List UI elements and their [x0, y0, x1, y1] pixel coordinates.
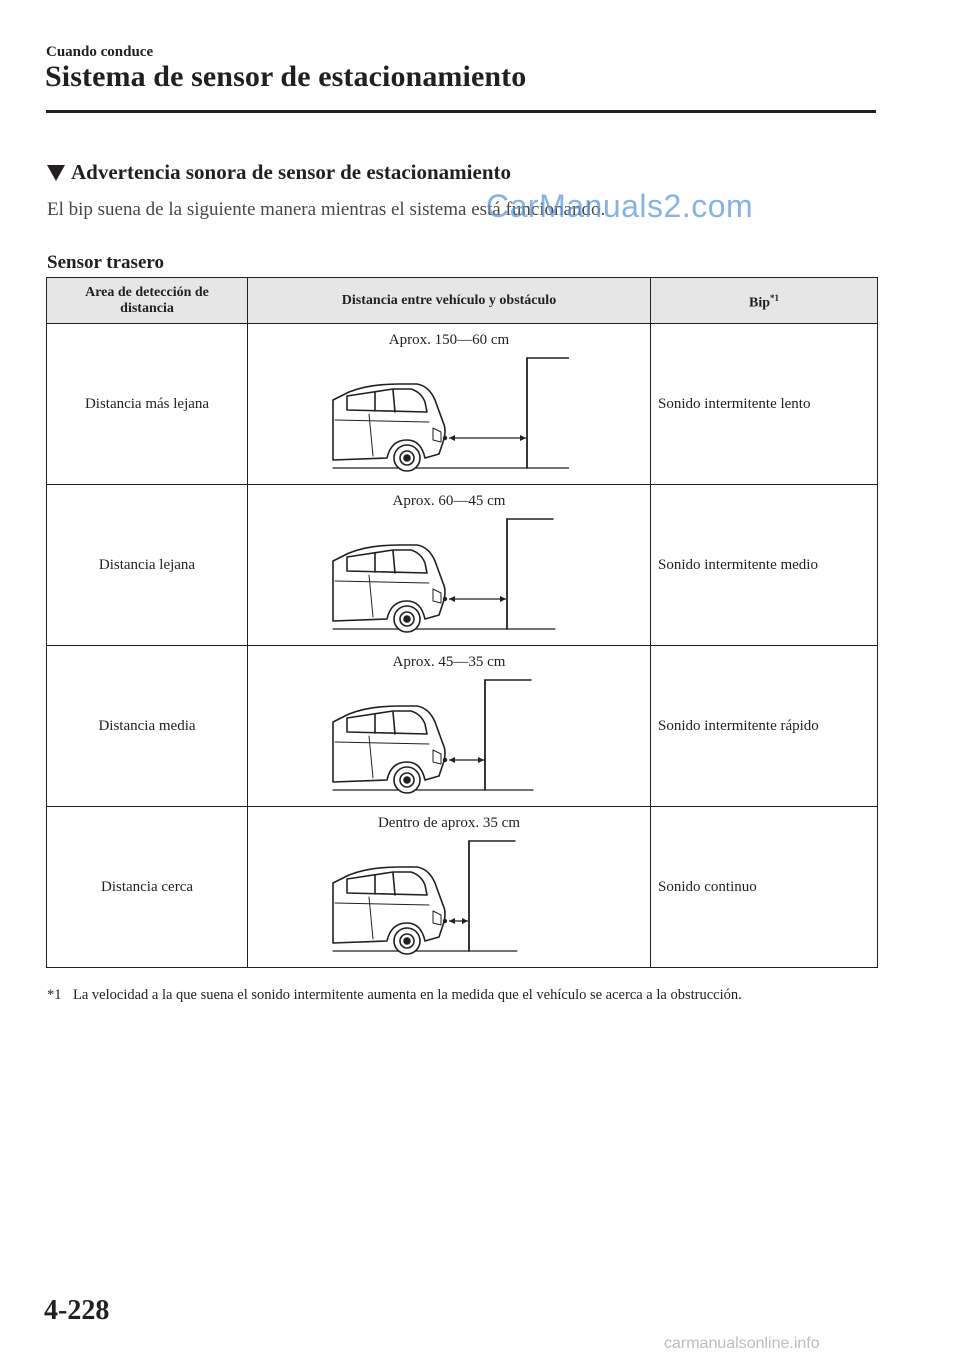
sensor-table	[46, 277, 878, 968]
section-label: Cuando conduce	[46, 44, 154, 60]
zone-cell: Distancia lejana	[47, 485, 248, 646]
footnote-text: La velocidad a la que suena el sonido intermitente aumenta en la medida que el vehículo se acerca a la obstrucción.	[73, 987, 742, 1003]
distance-cell	[248, 807, 651, 968]
distance-caption: Aprox. 45—35 cm	[392, 654, 506, 670]
car-obstacle-diagram	[329, 356, 569, 476]
footnote	[47, 986, 847, 1005]
table-row	[47, 807, 878, 968]
subheading-text: Advertencia sonora de sensor de estacionamiento	[71, 160, 511, 184]
header-zone-line1: Area de detección de	[85, 284, 209, 300]
header-beep-label: Bip	[748, 295, 770, 311]
zone-cell: Distancia más lejana	[47, 324, 248, 485]
subheading	[47, 160, 511, 185]
table-row	[47, 485, 878, 646]
zone-cell: Distancia media	[47, 646, 248, 807]
table-row	[47, 324, 878, 485]
header-zone-line2: distancia	[120, 300, 174, 316]
table-row	[47, 646, 878, 807]
sound-cell: Sonido continuo	[651, 807, 878, 968]
sound-cell: Sonido intermitente rápido	[651, 646, 878, 807]
car-obstacle-diagram	[329, 517, 569, 637]
distance-cell	[248, 646, 651, 807]
intro-text: El bip suena de la siguiente manera mientras el sistema está funcionando.	[47, 199, 606, 220]
header-zone	[47, 278, 248, 324]
page-number: 4-228	[44, 1295, 110, 1326]
watermark: CarManuals2.com	[486, 188, 754, 224]
car-obstacle-diagram	[329, 678, 569, 798]
header-beep-note: *1	[770, 292, 779, 303]
zone-cell: Distancia cerca	[47, 807, 248, 968]
title-rule	[46, 110, 876, 113]
distance-caption: Dentro de aprox. 35 cm	[377, 815, 521, 831]
page-title: Sistema de sensor de estacionamiento	[45, 60, 527, 93]
header-beep	[651, 278, 878, 324]
distance-caption: Aprox. 150—60 cm	[388, 332, 510, 348]
footnote-mark: *1	[47, 987, 62, 1003]
sound-cell: Sonido intermitente lento	[651, 324, 878, 485]
table-title: Sensor trasero	[47, 252, 164, 273]
car-obstacle-diagram	[329, 839, 569, 959]
header-distance: Distancia entre vehículo y obstáculo	[248, 278, 651, 324]
distance-cell	[248, 485, 651, 646]
sound-cell: Sonido intermitente medio	[651, 485, 878, 646]
distance-caption: Aprox. 60—45 cm	[392, 493, 506, 509]
triangle-down-icon	[47, 165, 65, 181]
table-header-row	[47, 278, 878, 324]
footer-watermark: carmanualsonline.info	[664, 1335, 820, 1352]
distance-cell	[248, 324, 651, 485]
